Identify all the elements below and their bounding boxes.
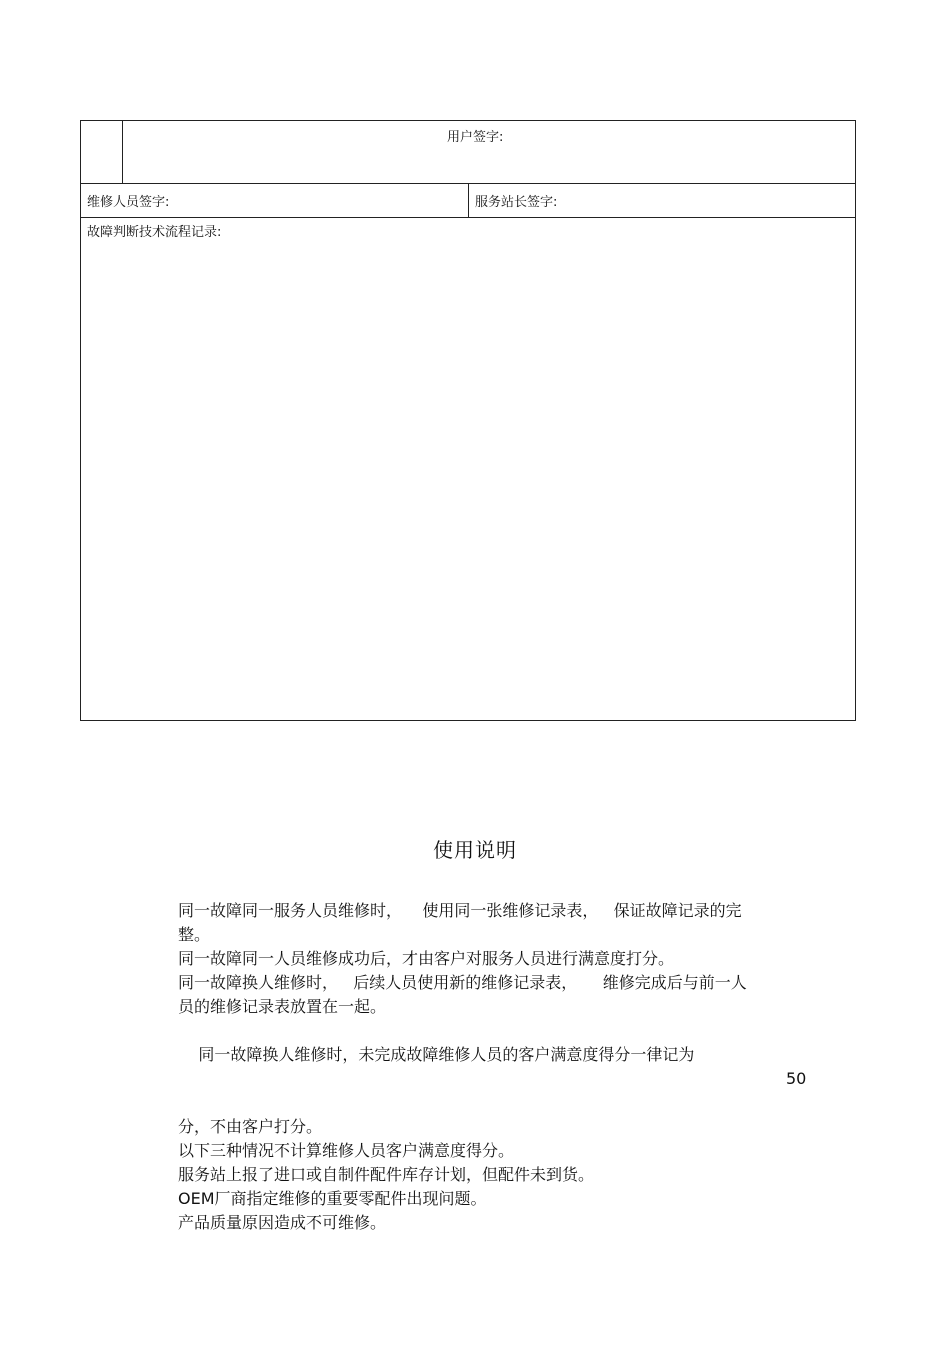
staff-signature-row xyxy=(81,184,855,218)
instruction-line: 同一故障同一服务人员维修时， 使用同一张维修记录表， 保证故障记录的完 xyxy=(178,901,742,920)
staff-signature-label: 维修人员签字: xyxy=(87,195,170,210)
user-signature-label: 用户签字: xyxy=(447,130,504,145)
instruction-line-with-score xyxy=(178,1019,818,1115)
instruction-line: 分，不由客户打分。 xyxy=(178,1117,323,1136)
instruction-line: OEM厂商指定维修的重要零配件出现问题。 xyxy=(178,1189,487,1208)
score-value: 50 xyxy=(786,1069,807,1088)
station-head-signature-label: 服务站长签字: xyxy=(475,195,558,210)
instruction-line: 员的维修记录表放置在一起。 xyxy=(178,997,387,1016)
fault-record-area xyxy=(81,218,855,720)
instruction-line: 同一故障同一人员维修成功后，才由客户对服务人员进行满意度打分。 xyxy=(178,949,675,968)
staff-signature-cell xyxy=(81,184,469,217)
blank-cell xyxy=(81,121,123,183)
repair-record-form xyxy=(80,120,856,721)
instruction-line: 同一故障换人维修时，未完成故障维修人员的客户满意度得分一律记为 xyxy=(198,1045,695,1064)
station-head-signature-cell xyxy=(469,184,855,217)
instruction-line: 产品质量原因造成不可维修。 xyxy=(178,1213,387,1232)
instructions-title: 使用说明 xyxy=(433,838,517,862)
fault-record-label: 故障判断技术流程记录: xyxy=(87,225,222,240)
instruction-line: 同一故障换人维修时， 后续人员使用新的维修记录表， 维修完成后与前一人 xyxy=(178,973,747,992)
instruction-line: 服务站上报了进口或自制件配件库存计划，但配件未到货。 xyxy=(178,1165,595,1184)
user-signature-row xyxy=(81,121,855,184)
instructions-body xyxy=(178,899,818,1235)
instruction-line: 以下三种情况不计算维修人员客户满意度得分。 xyxy=(178,1141,515,1160)
instruction-line: 整。 xyxy=(178,925,211,944)
